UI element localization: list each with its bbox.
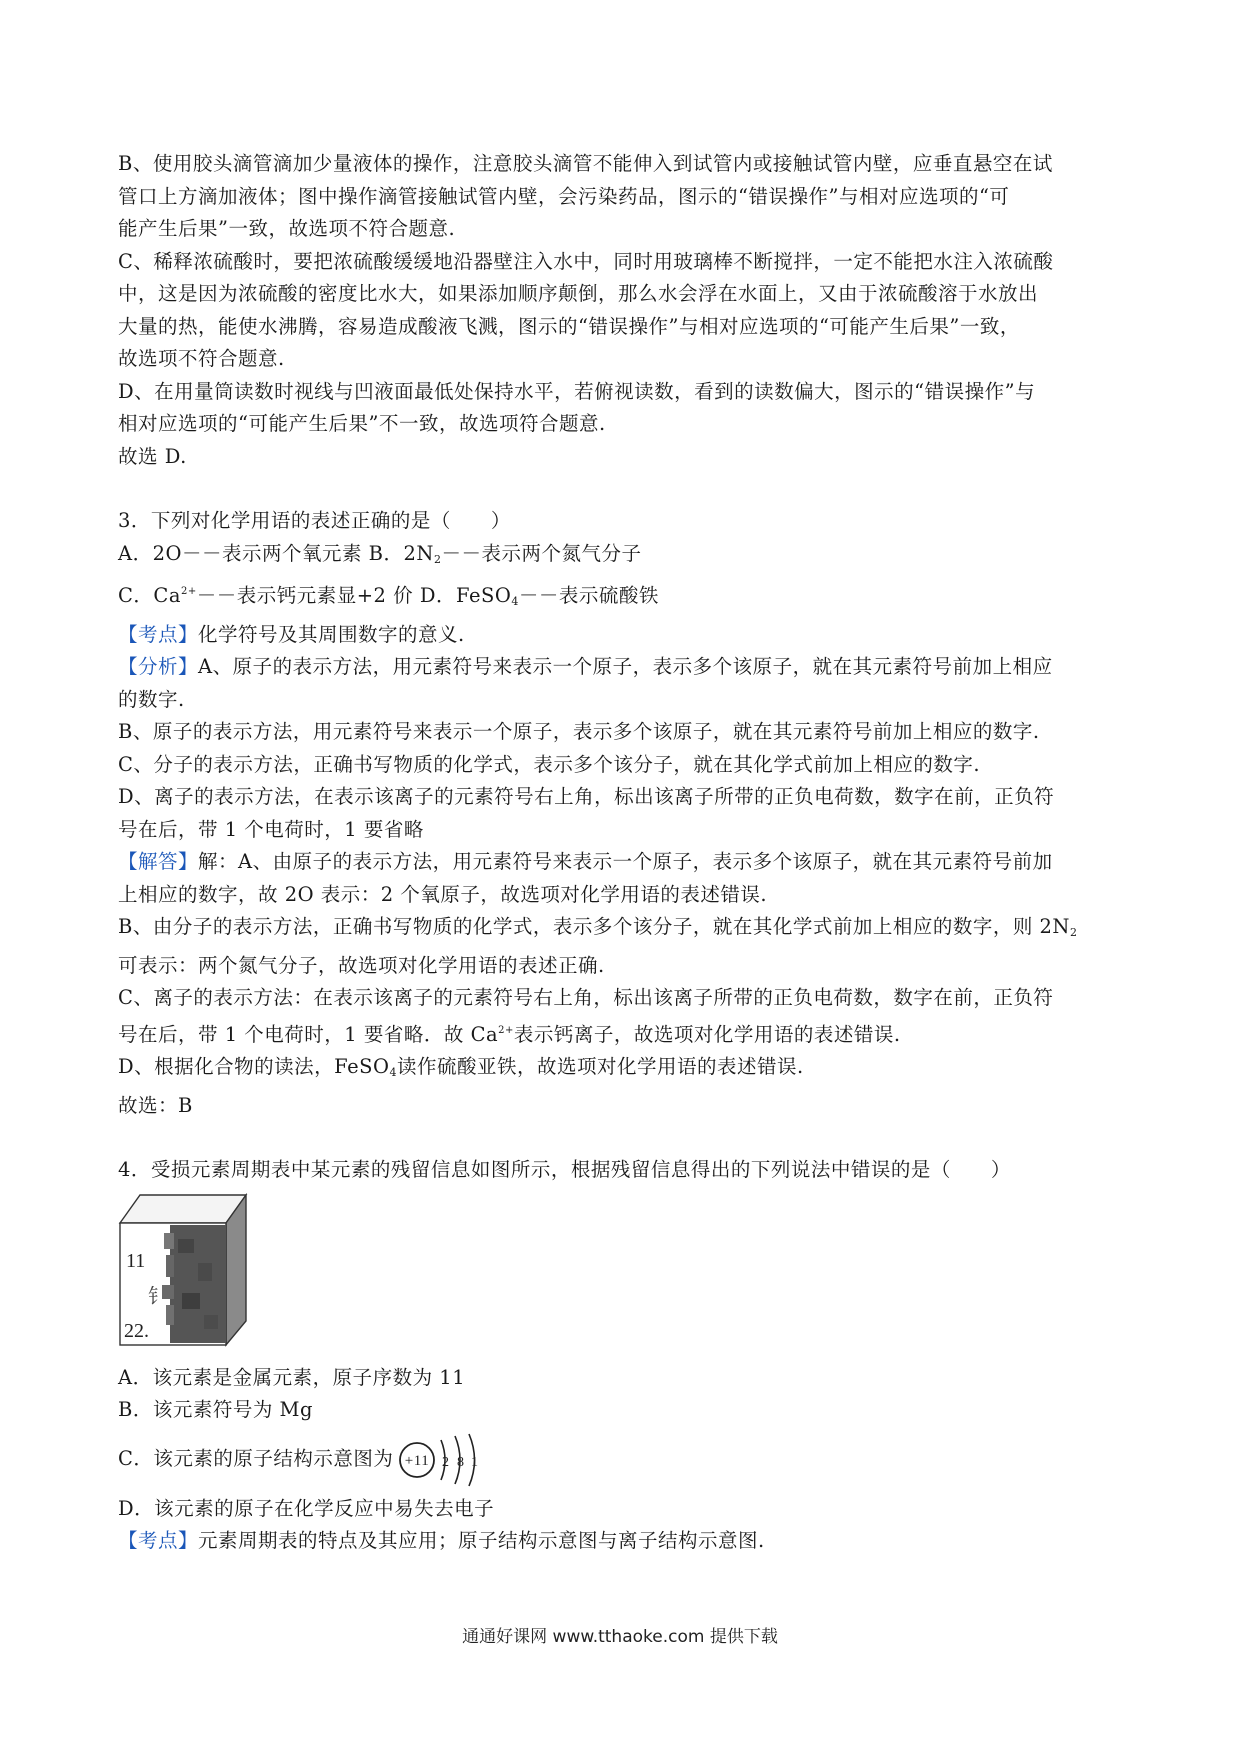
- option-line: A．2O－－表示两个氧元素 B．$2N_2--$表示两个氮气分子: [118, 541, 642, 566]
- option-line: D．该元素的原子在化学反应中易失去电子: [118, 1496, 495, 1520]
- kaodian-line: 【考点】化学符号及其周围数字的意义.: [118, 622, 465, 646]
- damaged-area: [162, 1225, 226, 1343]
- kaodian-tag: 【考点】: [118, 622, 199, 646]
- text-line: B、原子的表示方法，用元素符号来表示一个原子，表示多个该原子，就在其元素符号前加上相应的数字.: [118, 720, 1040, 743]
- option-line: A．该元素是金属元素，原子序数为 11: [118, 1365, 466, 1389]
- document-body: [118, 148, 1138, 1558]
- text-line: D、离子的表示方法，在表示该离子的元素符号右上角，标出该离子所带的正负电荷数，数字在前，正负符: [118, 785, 1055, 808]
- jieda-line: 【解答】解：A、由原子的表示方法，用元素符号来表示一个原子，表示多个该原子，就在其元素符号前加: [118, 850, 1053, 873]
- option-line: C．该元素的原子结构示意图为 +11 2 8 1: [118, 1427, 1138, 1493]
- text-line: B、由分子的表示方法，正确书写物质的化学式，表示多个该分子，就在其化学式前加上相应的数字，则 $2N_2$: [118, 915, 1078, 939]
- damaged-periodic-table-cell: [118, 1193, 1138, 1348]
- page-footer: 通通好课网 www.tthaoke.com 提供下载: [462, 1627, 778, 1647]
- text-line: C、分子的表示方法，正确书写物质的化学式，表示多个该分子，就在其化学式前加上相应的数字.: [118, 752, 981, 776]
- option-line: C．$Ca^{2+}--$表示钙元素显+2 价 D．FeSO$_4$－－表示硫酸铁: [118, 584, 659, 608]
- answer-line: 故选 D.: [118, 444, 187, 468]
- question-stem: 3．下列对化学用语的表述正确的是（ ）: [118, 509, 511, 532]
- text-line: 能产生后果”一致，故选项不符合题意.: [118, 217, 456, 240]
- text-line: 故选项不符合题意.: [118, 347, 285, 370]
- element-char-fragment: 钅: [148, 1283, 168, 1308]
- text-line: 管口上方滴加液体；图中操作滴管接触试管内壁，会污染药品，图示的“错误操作”与相对应选项的“可: [118, 184, 1010, 208]
- text-line: D、在用量筒读数时视线与凹液面最低处保持水平，若俯视读数，看到的读数偏大，图示的“错误操作”与: [118, 379, 1036, 403]
- text-line: C、稀释浓硫酸时，要把浓硫酸缓缓地沿器壁注入水中，同时用玻璃棒不断搅拌，一定不能把水注入浓硫酸: [118, 249, 1054, 273]
- atomic-number: 11: [126, 1249, 146, 1272]
- text-line: B、使用胶头滴管滴加少量液体的操作，注意胶头滴管不能伸入到试管内或接触试管内壁，应垂直悬空在试: [118, 152, 1053, 175]
- atom-structure-diagram: [397, 1430, 487, 1490]
- option-line: B．该元素符号为 Mg: [118, 1398, 313, 1421]
- text-line: 相对应选项的“可能产生后果”不一致，故选项符合题意.: [118, 412, 606, 435]
- svg-text:8: 8: [457, 1454, 465, 1470]
- text-line: 上相应的数字，故 2O 表示：2 个氧原子，故选项对化学用语的表述错误.: [118, 882, 768, 906]
- jieda-tag: 【解答】: [118, 850, 199, 873]
- atomic-mass: 22.: [124, 1319, 149, 1342]
- text-line: D、根据化合物的读法，FeSO$_4$读作硫酸亚铁，故选项对化学用语的表述错误.: [118, 1055, 804, 1079]
- svg-text:2: 2: [442, 1454, 450, 1470]
- text-line: 号在后，带 1 个电荷时，1 要省略．故 $Ca^{2+}$表示钙离子，故选项对化学用语的表述错误.: [118, 1022, 901, 1046]
- question-stem: 4．受损元素周期表中某元素的残留信息如图所示，根据残留信息得出的下列说法中错误的是（ ）: [118, 1158, 1011, 1181]
- text-line: C、离子的表示方法：在表示该离子的元素符号右上角，标出该离子所带的正负电荷数，数字在前，正负符: [118, 986, 1054, 1009]
- fenxi-tag: 【分析】: [118, 655, 199, 678]
- kaodian-line: 【考点】元素周期表的特点及其应用；原子结构示意图与离子结构示意图.: [118, 1529, 765, 1552]
- svg-text:1: 1: [471, 1454, 479, 1470]
- text-line: 大量的热，能使水沸腾，容易造成酸液飞溅，图示的“错误操作”与相对应选项的“可能产生后果”一致，: [118, 314, 1020, 338]
- kaodian-tag: 【考点】: [118, 1529, 199, 1552]
- text-line: 号在后，带 1 个电荷时，1 要省略: [118, 817, 424, 841]
- text-line: 可表示：两个氮气分子，故选项对化学用语的表述正确.: [118, 953, 605, 977]
- answer-line: 故选：B: [118, 1093, 193, 1117]
- fenxi-line: 【分析】A、原子的表示方法，用元素符号来表示一个原子，表示多个该原子，就在其元素符号前加上相应: [118, 655, 1053, 678]
- text-line: 中，这是因为浓硫酸的密度比水大，如果添加顺序颠倒，那么水会浮在水面上，又由于浓硫酸溶于水放出: [118, 282, 1039, 305]
- text-line: 的数字.: [118, 687, 185, 711]
- svg-text:+11: +11: [405, 1452, 430, 1469]
